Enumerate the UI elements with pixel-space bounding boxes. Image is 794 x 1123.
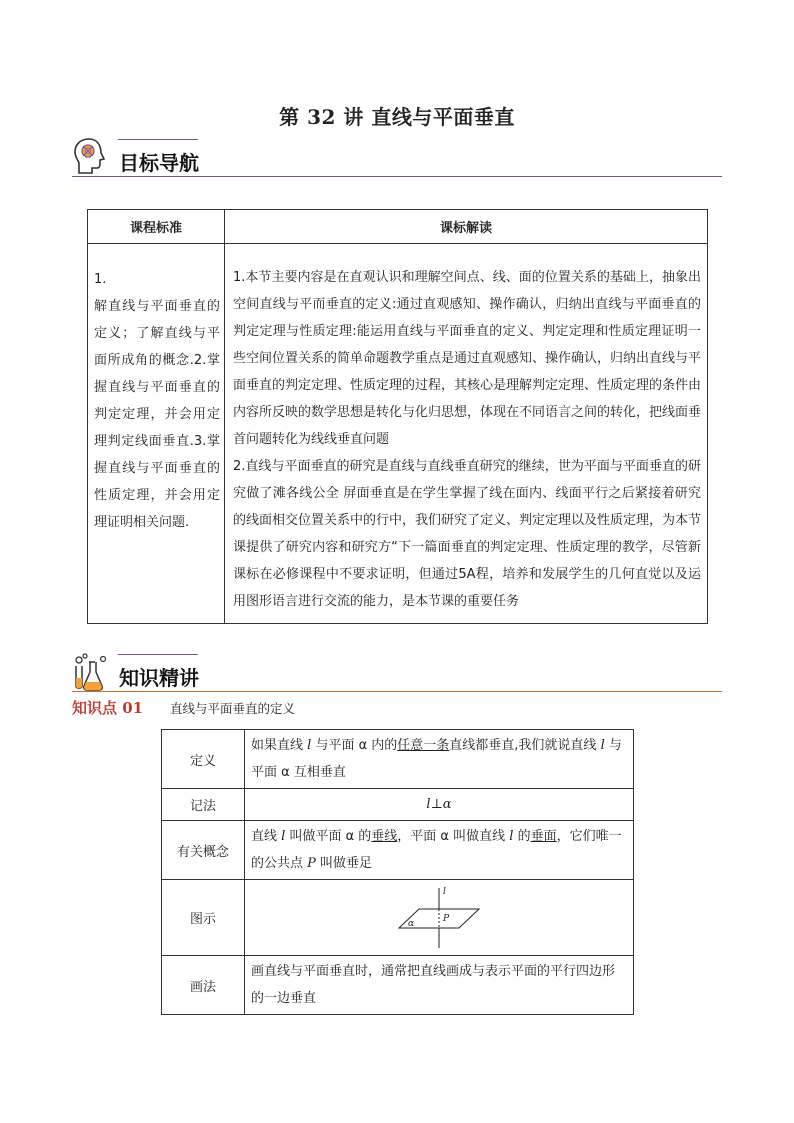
- interpretation-paragraph-2: 2.直线与平面垂直的研究是直线与直线垂直研究的继续，世为平面与平面垂直的研究做了滩各线公全 屏面垂直是在学生掌握了线在面内、线面平行之后紧接着研究的线面相交位置关系中的行中，我们研究了定义、判定定理以及性质定理，为本节课提供了研究内容和研究方“下一篇面垂直的判定定理、性质定理的教学，尽管新课标在必修课程中不要求证明，但通过5A程，培养和发展学生的几何直觉以及运用图形语言进行交流的能力，是本节课的重要任务: [233, 459, 702, 609]
- text-run: 叫做平面 α 的: [285, 829, 372, 844]
- section-divider: [72, 176, 722, 177]
- row-label-concepts: 有关概念: [162, 821, 245, 880]
- line-symbol: l: [600, 738, 605, 753]
- section-divider: [72, 691, 722, 692]
- text-run: 如果直线: [251, 738, 308, 753]
- drawing-text: 画直线与平面垂直时，通常把直线画成与表示平面的平行四边形的一边垂直: [245, 956, 634, 1015]
- table-row: [162, 789, 634, 821]
- line-symbol: l: [509, 829, 514, 844]
- line-plane-perpendicular-diagram: [379, 882, 499, 954]
- knowledge-point-label: 知识点 01: [72, 699, 144, 717]
- diagram-cell: [245, 880, 634, 956]
- lab-flask-icon: [72, 652, 108, 692]
- table-row: [88, 244, 708, 624]
- table-row: [162, 956, 634, 1015]
- column-header-standard: 课程标准: [88, 210, 225, 244]
- interpretation-paragraph-1: 1.本节主要内容是在直观认识和理解空间点、线、面的位置关系的基础上，抽象出空间直线与平而垂直的定义:通过直观感知、操作确认，归纳出直线与平面垂直的判定定理与性质定理:能运用直线与平面垂直的定义、判定定理和性质定理证明一些空间位置关系的简单命题教学重点是通过直观感知、操作确认，归纳出直线与平面垂直的判定定理、性质定理的过程，其核心是理解判定定理、性质定理的条件由内容所反映的数学思想是转化与化归思想，体现在不同语言之间的转化，把线面垂首问题转化为线线垂直问题: [233, 270, 702, 447]
- underlined-term: 任意一条: [397, 738, 450, 753]
- page-title: 第 32 讲 直线与平面垂直: [279, 105, 515, 129]
- foot-label: P: [443, 913, 450, 924]
- standards-table: [87, 209, 708, 624]
- standard-text-body: 1. 解直线与平面垂直的定义；了解直线与平面所成角的概念.2.掌握直线与平面垂直的判定定理，并会用定理判定线面垂直.3.掌握直线与平面垂直的性质定理，并会用定理证明相关问题.: [94, 272, 220, 530]
- standard-text: [88, 244, 225, 624]
- knowledge-point-title: 直线与平面垂直的定义: [170, 701, 296, 716]
- line-symbol: l: [307, 738, 312, 753]
- line-label: l: [443, 886, 446, 897]
- table-row: [162, 730, 634, 789]
- row-label-drawing: 画法: [162, 956, 245, 1015]
- definition-text: [245, 730, 634, 789]
- row-label-definition: 定义: [162, 730, 245, 789]
- text-run: 的: [513, 829, 531, 844]
- section-accent-line: [118, 139, 198, 140]
- underlined-term: 垂线: [371, 829, 398, 844]
- table-row: [162, 821, 634, 880]
- point-symbol: P: [307, 856, 316, 871]
- text-run: 直线: [251, 829, 282, 844]
- text-run: ，平面 α 叫做直线: [397, 829, 510, 844]
- section-title-knowledge: 知识精讲: [119, 666, 199, 690]
- text-run: ，它们唯一的公共点: [251, 829, 622, 871]
- plane-label: α: [408, 918, 415, 929]
- row-label-notation: 记法: [162, 789, 245, 821]
- notation-text: l⊥α: [245, 789, 634, 821]
- section-accent-line: [118, 654, 198, 655]
- concepts-text: [245, 821, 634, 880]
- interpretation-text: [225, 244, 708, 624]
- row-label-diagram: 图示: [162, 880, 245, 956]
- line-symbol: l: [281, 829, 286, 844]
- column-header-interpretation: 课标解读: [225, 210, 708, 244]
- text-run: 与平面 α 互相垂直: [251, 738, 622, 780]
- text-run: 与平面 α 内的: [311, 738, 398, 753]
- underlined-term: 垂面: [530, 829, 557, 844]
- text-run: 叫做垂足: [315, 856, 373, 871]
- brain-gear-icon: [72, 136, 108, 176]
- section-title-goals: 目标导航: [119, 151, 199, 175]
- table-row: [162, 880, 634, 956]
- text-run: 直线都垂直,我们就说直线: [449, 738, 601, 753]
- table-header-row: [88, 210, 708, 244]
- definition-table: [161, 729, 634, 1015]
